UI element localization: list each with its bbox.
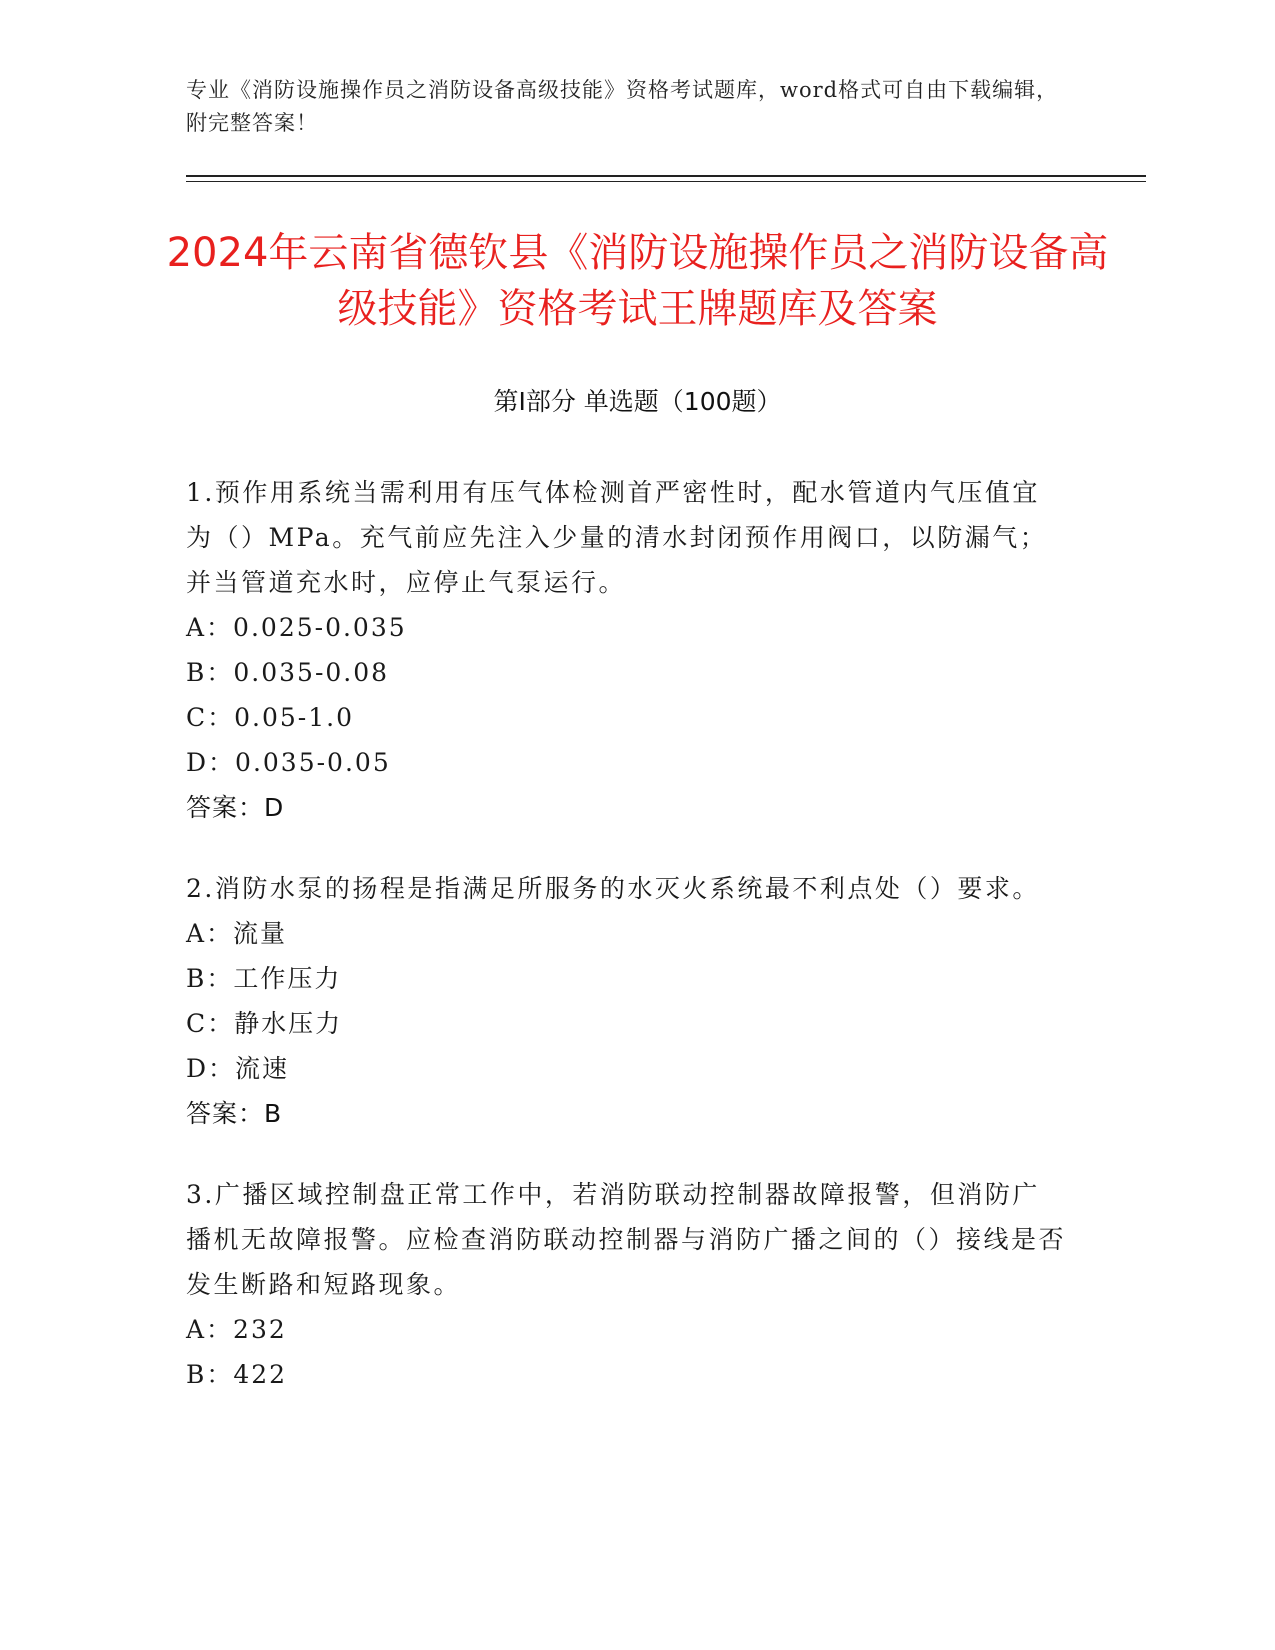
question-stem: 2.消防水泵的扬程是指满足所服务的水灭火系统最不利点处（）要求。: [186, 874, 1040, 903]
header-divider-thin: [186, 181, 1146, 182]
question-list: [186, 470, 1066, 1433]
option-c: C：静水压力: [186, 1009, 343, 1038]
answer-line: 答案：B: [186, 1099, 283, 1128]
option-a: A：0.025-0.035: [186, 613, 407, 642]
option-d: D：0.035-0.05: [186, 748, 391, 777]
header-divider-thick: [186, 175, 1146, 177]
option-d: D：流速: [186, 1054, 290, 1083]
option-a: A：流量: [186, 919, 288, 948]
section-heading: 第Ⅰ部分 单选题（100题）: [493, 387, 782, 416]
option-b: B：422: [186, 1360, 288, 1389]
question-3: [186, 1172, 1066, 1397]
option-b: B：工作压力: [186, 964, 342, 993]
question-2: [186, 866, 1066, 1136]
option-c: C：0.05-1.0: [186, 703, 354, 732]
document-title: 2024年云南省德钦县《消防设施操作员之消防设备高级技能》资格考试王牌题库及答案: [166, 230, 1109, 332]
option-a: A：232: [186, 1315, 287, 1344]
question-1: [186, 470, 1066, 830]
question-stem: 1.预作用系统当需利用有压气体检测首严密性时，配水管道内气压值宜为（）MPa。充气前应先注入少量的清水封闭预作用阀口，以防漏气；并当管道充水时，应停止气泵运行。: [186, 478, 1048, 597]
header-note: 专业《消防设施操作员之消防设备高级技能》资格考试题库，word格式可自由下载编辑，附完整答案！: [186, 78, 1059, 135]
question-stem: 3.广播区域控制盘正常工作中，若消防联动控制器故障报警，但消防广播机无故障报警。应检查消防联动控制器与消防广播之间的（）接线是否发生断路和短路现象。: [186, 1180, 1067, 1299]
option-b: B：0.035-0.08: [186, 658, 390, 687]
answer-line: 答案：D: [186, 793, 285, 822]
